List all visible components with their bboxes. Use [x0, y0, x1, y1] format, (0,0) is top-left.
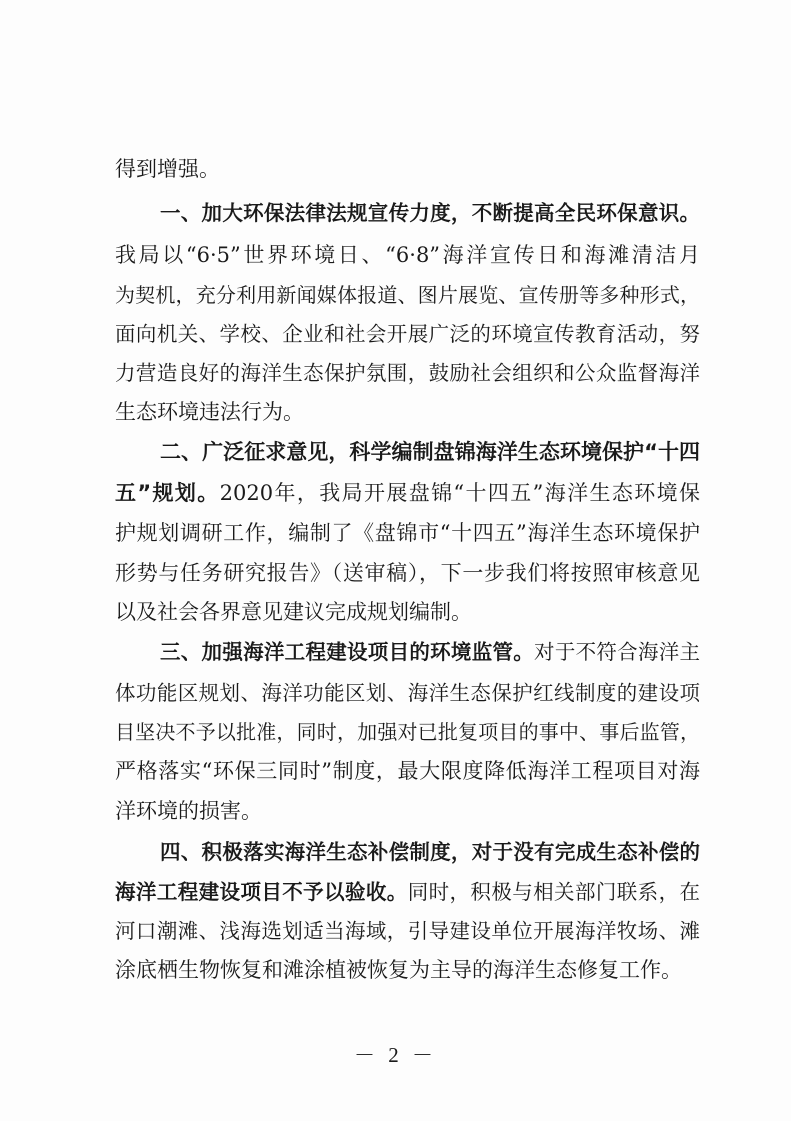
- body-text: 以及社会各界意见建议完成规划编制。: [115, 600, 472, 624]
- heading-line: [160, 836, 700, 868]
- body-line: [115, 279, 700, 311]
- body-line: [115, 396, 700, 428]
- body-line: [115, 477, 700, 509]
- section-heading-4-end: 海洋工程建设项目不予以验收。: [115, 880, 408, 904]
- body-text: 洋环境的损害。: [115, 799, 262, 823]
- body-line: [115, 915, 700, 947]
- body-text: 河口潮滩、浅海选划适当海域，引导建设单位开展海洋牧场、滩: [115, 919, 700, 943]
- body-line: [115, 954, 700, 986]
- section-heading-2: 二、广泛征求意见，科学编制盘锦海洋生态环境保护“十四: [160, 440, 700, 464]
- body-line: [115, 318, 700, 350]
- body-text: 体功能区规划、海洋功能区划、海洋生态保护红线制度的建设项: [115, 681, 700, 705]
- section-heading-3: 三、加强海洋工程建设项目的环境监管。: [160, 640, 535, 664]
- body-text: 我局以“6·5”世界环境日、“6·8”海洋宣传日和海滩清洁月: [115, 243, 700, 267]
- body-text: 对于不符合海洋主: [534, 640, 701, 664]
- body-text: 得到增强。: [115, 157, 220, 181]
- body-text: 为契机，充分利用新闻媒体报道、图片展览、宣传册等多种形式，: [115, 283, 700, 307]
- heading-line: [160, 436, 700, 468]
- section-heading-1: 一、加大环保法律法规宣传力度，不断提高全民环保意识。: [160, 201, 700, 225]
- body-text: 面向机关、学校、企业和社会开展广泛的环境宣传教育活动，努: [115, 322, 700, 346]
- heading-line: [160, 636, 700, 668]
- body-text: 涂底栖生物恢复和滩涂植被恢复为主导的海洋生态修复工作。: [115, 958, 682, 982]
- body-text: 生态环境违法行为。: [115, 400, 304, 424]
- body-text: 护规划调研工作，编制了《盘锦市“十四五”海洋生态环境保护: [115, 521, 700, 545]
- section-heading-2-end: 五”规划。: [115, 481, 220, 505]
- body-line: [115, 153, 700, 185]
- section-heading-4: 四、积极落实海洋生态补偿制度，对于没有完成生态补偿的: [160, 840, 700, 864]
- body-line: [115, 876, 700, 908]
- body-line: [115, 357, 700, 389]
- body-text: 严格落实“环保三同时”制度，最大限度降低海洋工程项目对海: [115, 759, 700, 783]
- body-line: [115, 755, 700, 787]
- body-text: 力营造良好的海洋生态保护氛围，鼓励社会组织和公众监督海洋: [115, 361, 700, 385]
- body-text: 同时，积极与相关部门联系，在: [407, 880, 700, 904]
- body-line: [115, 596, 700, 628]
- body-text: 目坚决不予以批准，同时，加强对已批复项目的事中、事后监管，: [115, 720, 700, 744]
- body-line: [115, 677, 700, 709]
- body-text: 2020年，我局开展盘锦“十四五”海洋生态环境保: [219, 481, 700, 505]
- body-line: [115, 517, 700, 549]
- page-number: － 2 －: [354, 1043, 437, 1067]
- body-line: [115, 716, 700, 748]
- body-line: [115, 239, 700, 271]
- heading-line: [160, 197, 700, 229]
- body-line: [115, 795, 700, 827]
- body-line: [115, 557, 700, 589]
- body-text: 形势与任务研究报告》（送审稿），下一步我们将按照审核意见: [115, 561, 700, 585]
